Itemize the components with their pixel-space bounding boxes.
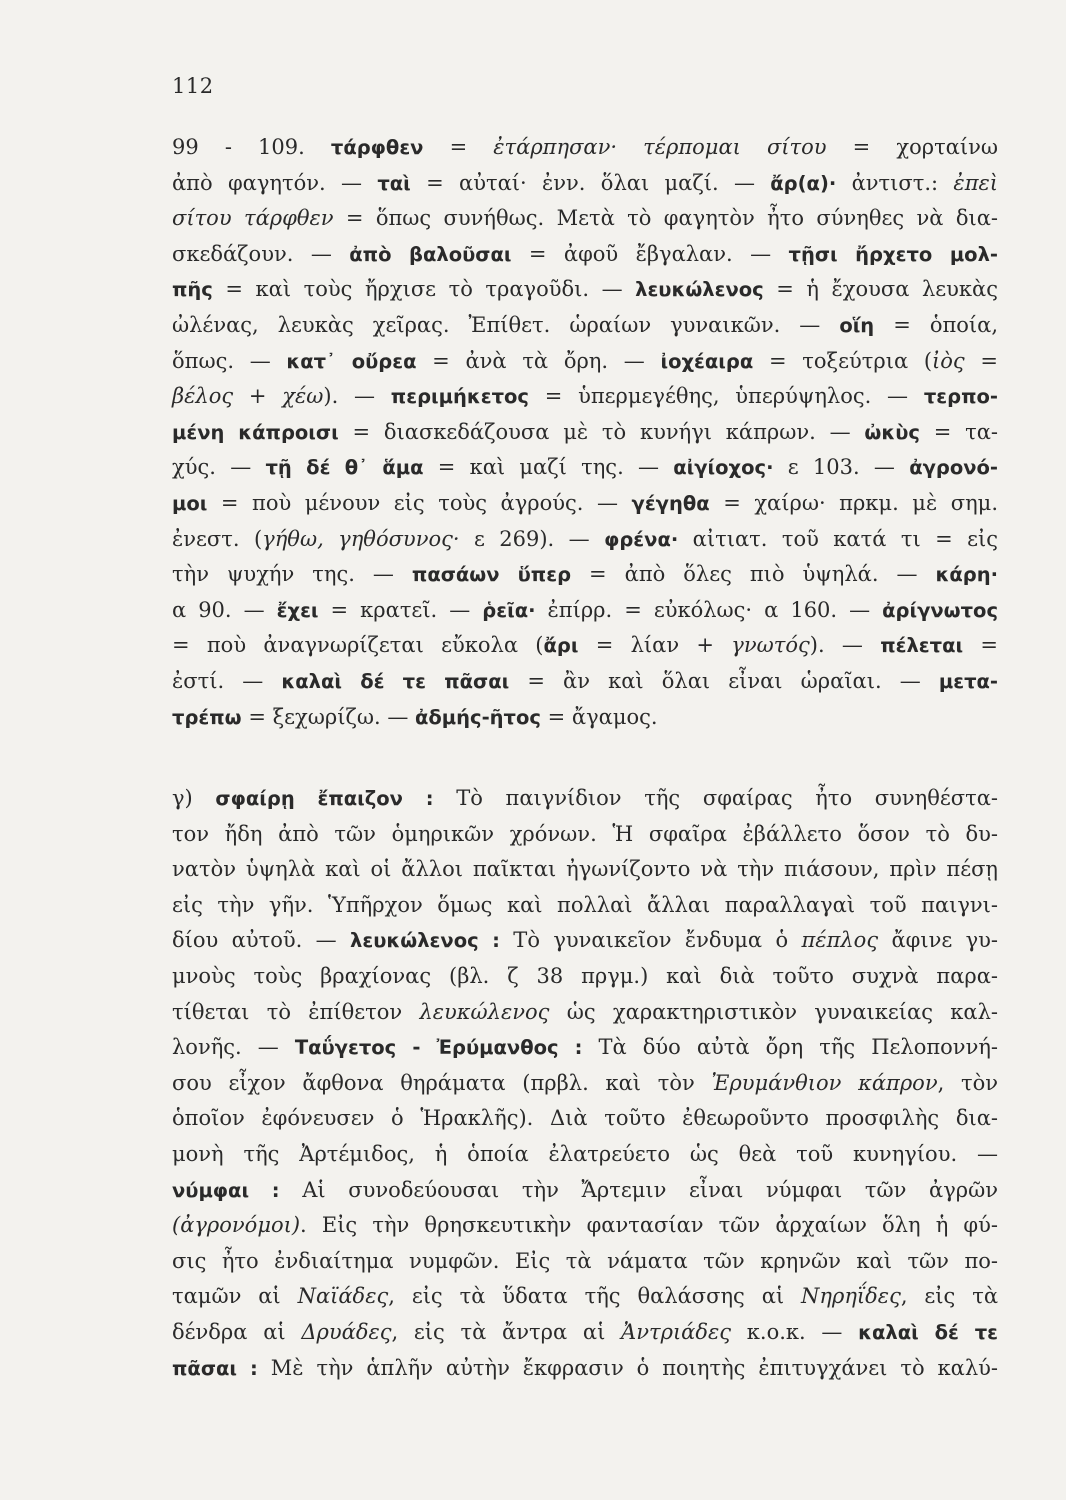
text-run: . Εἰς τὴν θρησκευτικὴν φαντασίαν τῶν ἀρχαίων ὅλη ἡ φύ- (300, 1213, 998, 1238)
text-run: = τοξεύτρια ( (753, 348, 933, 373)
text-run: τὴν ψυχήν της. — (172, 562, 412, 587)
text-run: = χαίρω· πρκμ. μὲ σημ. (709, 490, 998, 515)
page-number: 112 (172, 74, 214, 98)
text-run: = ἂν καὶ ὅλαι εἶναι ὡραῖαι. — (509, 668, 939, 693)
lemma-term: ἰοχέαιρα (660, 349, 754, 373)
lemma-term: ἄρι (543, 634, 579, 658)
text-run: σου εἶχον ἄφθονα θηράματα (πρβλ. καὶ τὸν (172, 1070, 712, 1095)
lemma-term: ῥεῖα· (482, 598, 536, 622)
text-run: δένδρα αἱ (172, 1320, 302, 1344)
text-line (172, 130, 998, 166)
commentary-section-gamma (172, 781, 998, 1386)
lemma-term: πέλεται (880, 634, 964, 658)
text-run: = καὶ μαζί της. — (423, 455, 674, 480)
text-run: = λίαν + (578, 633, 732, 658)
text-run: ἄφινε γυ- (878, 928, 999, 953)
lemma-term: ἀρίγνωτος (882, 598, 999, 622)
italic-term: Ἀντριάδες (621, 1320, 732, 1344)
text-line (172, 379, 998, 415)
text-run: ). — (809, 633, 881, 658)
text-run: ὁποῖον ἐφόνευσεν ὁ Ἡρακλῆς). Διὰ τοῦτο ἐθεωροῦντο προσφιλὴς δια- (172, 1106, 998, 1131)
text-line (172, 1279, 998, 1315)
text-run: = διασκεδάζουσα μὲ τὸ κυνήγι κάπρων. — (338, 419, 865, 444)
italic-term: πέπλος (801, 928, 879, 953)
text-line (172, 308, 998, 344)
lemma-term: τῇσι ἤρχετο μολ- (788, 242, 999, 266)
text-line (172, 557, 998, 593)
text-run: α 90. — (172, 597, 277, 622)
lemma-term: ἀδμής-ῆτος (415, 705, 541, 729)
lemma-term: σφαίρῃ ἔπαιζον : (215, 787, 434, 811)
text-run: ἐστί. — (172, 668, 282, 693)
lemma-term: τῇ δέ θ᾿ ἅμα (265, 456, 424, 480)
text-run: = ἡ ἔχουσα λευκὰς (763, 277, 998, 302)
lemma-term: μοι (172, 491, 208, 515)
text-run: 99 - 109. (172, 135, 331, 159)
text-run: = χορταίνω (826, 135, 998, 159)
text-run: ). — (323, 384, 391, 409)
text-run: σις ἦτο ἐνδιαίτημα νυμφῶν. Εἰς τὰ νάματα τῶν κρηνῶν καὶ τῶν πο- (172, 1248, 998, 1273)
italic-term: Δρυάδες (301, 1320, 392, 1344)
text-run: = καὶ τοὺς ἤρχισε τὸ τραγοῦδι. — (212, 277, 636, 302)
text-run: χύς. — (172, 455, 266, 480)
italic-term: βέλος + (172, 384, 283, 409)
text-run: ὅπως. — (172, 348, 287, 373)
lemma-term: τερπο- (923, 385, 999, 409)
text-run: = ἀπὸ ὅλες πιὸ ὑψηλά. — (571, 562, 936, 587)
lemma-term: περιμήκετος (390, 385, 529, 409)
text-run: = (964, 348, 998, 373)
lemma-term: τρέπω (172, 705, 242, 729)
text-run: αἰτιατ. τοῦ κατά τι = εἰς (678, 526, 999, 551)
text-run: ταμῶν αἱ (172, 1284, 298, 1309)
text-line (172, 923, 998, 959)
text-line (172, 415, 998, 451)
lemma-term: φρένα· (604, 527, 679, 551)
text-line (172, 664, 998, 700)
text-run: = ἄγαμος. (540, 704, 658, 729)
italic-term: ἐτάρπησαν· τέρπομαι σίτου (493, 135, 827, 159)
text-run: , εἰς τὰ (900, 1284, 999, 1309)
text-line (172, 344, 998, 380)
text-line (172, 237, 998, 273)
text-line (172, 628, 998, 664)
text-line (172, 1030, 998, 1066)
text-run: τίθεται τὸ ἐπίθετον (172, 999, 420, 1024)
lemma-term: πῆς (172, 278, 213, 302)
text-run: = αὐταί· ἐνν. ὅλαι μαζί. — (410, 170, 771, 195)
text-run: = ὑπερμεγέθης, ὑπερύψηλος. — (528, 384, 924, 409)
text-run: νατὸν ὑψηλὰ καὶ οἱ ἄλλοι παῖκται ἠγωνίζοντο νὰ τὴν πιάσουν, πρὶν πέσῃ (172, 857, 998, 882)
text-run: ἀπὸ φαγητόν. — (172, 170, 378, 195)
text-run: ἐπίρρ. = εὐκόλως· α 160. — (535, 597, 883, 622)
text-run: ὡς χαρακτηριστικὸν γυναικείας καλ- (549, 999, 998, 1024)
lemma-term: λευκώλενος (635, 278, 764, 302)
lemma-term: ὠκὺς (864, 420, 920, 444)
text-run: = ἀφοῦ ἔβγαλαν. — (511, 241, 789, 266)
text-line (172, 1173, 998, 1209)
lemma-term: καλαὶ δέ τε (858, 1321, 999, 1344)
italic-term: ἰὸς (932, 348, 965, 373)
italic-term: χέω (282, 384, 324, 409)
text-line (172, 166, 998, 202)
text-line (172, 486, 998, 522)
text-run: , τὸν (937, 1070, 999, 1095)
text-run: , εἰς τὰ ὕδατα τῆς θαλάσσης αἱ (388, 1284, 802, 1309)
lemma-term: νύμφαι : (172, 1178, 280, 1202)
text-run: λονῆς. — (172, 1035, 295, 1060)
lemma-term: κατ᾿ οὔρεα (286, 349, 417, 373)
text-line (172, 593, 998, 629)
text-run: = ποὺ ἀναγνωρίζεται εὔκολα ( (172, 633, 544, 658)
lemma-term: ἄρ(α)· (770, 171, 837, 195)
lemma-term: μετα- (938, 669, 999, 693)
text-line (172, 1351, 998, 1387)
text-line (172, 888, 998, 924)
lemma-term: μένη κάπροισι (172, 420, 339, 444)
text-line (172, 700, 998, 736)
text-run: ε 103. — (773, 455, 910, 480)
text-line (172, 1101, 998, 1137)
text-run: τον ἤδη ἀπὸ τῶν ὁμηρικῶν χρόνων. Ἡ σφαῖρα ἐβάλλετο ὅσον τὸ δυ- (172, 821, 998, 846)
text-line (172, 1315, 998, 1351)
text-line (172, 852, 998, 888)
text-run: = ἀνὰ τὰ ὄρη. — (416, 348, 661, 373)
section-gap (172, 735, 998, 781)
text-line (172, 1244, 998, 1280)
lemma-term: ἀγρονό- (909, 456, 999, 480)
lemma-term: ἀπὸ βαλοῦσαι (349, 242, 512, 266)
text-run: Τὸ γυναικεῖον ἔνδυμα ὁ (499, 928, 802, 953)
text-line (172, 450, 998, 486)
italic-term: (ἀγρονόμοι) (172, 1213, 301, 1238)
text-run: = (423, 135, 494, 159)
text-line (172, 1137, 998, 1173)
text-run: = κρατεῖ. — (318, 597, 483, 622)
lemma-term: ταὶ (377, 171, 411, 195)
italic-term: γήθω, γηθόσυνος· (262, 526, 460, 551)
italic-term: λευκώλενος (419, 999, 550, 1024)
text-run: κ.ο.κ. — (731, 1320, 859, 1344)
lemma-term: καλαὶ δέ τε πᾶσαι (281, 669, 510, 693)
text-run: Τὰ δύο αὐτὰ ὄρη τῆς Πελοποννή- (582, 1035, 999, 1060)
italic-term: σίτου τάρφθεν (172, 206, 334, 231)
text-run: = ποὺ μένουν εἰς τοὺς ἀγρούς. — (207, 490, 632, 515)
text-line (172, 781, 998, 817)
lemma-term: τάρφθεν (330, 136, 424, 159)
text-line (172, 201, 998, 237)
italic-term: ἐπεὶ (953, 170, 998, 195)
text-run: εἰς τὴν γῆν. Ὑπῆρχον ὅμως καὶ πολλαὶ ἄλλαι παραλλαγαὶ τοῦ παιγνι- (172, 892, 998, 917)
lemma-term: ἔχει (276, 598, 319, 622)
commentary-section-verses-99-109 (172, 130, 998, 735)
text-run: γ) (172, 786, 216, 811)
text-run: = τα- (919, 419, 999, 444)
lemma-term: αἰγίοχος· (673, 456, 774, 480)
text-line (172, 959, 998, 995)
lemma-term: Ταΰγετος - Ἐρύμανθος : (294, 1036, 583, 1060)
lemma-term: γέγηθα (631, 491, 710, 515)
italic-term: Ἐρυμάνθιον κάπρον (711, 1070, 938, 1095)
text-run: μονὴ τῆς Ἀρτέμιδος, ἡ ὁποία ἐλατρεύετο ὡς θεὰ τοῦ κυνηγίου. — (172, 1142, 998, 1167)
text-run: = ξεχωρίζω. — (241, 704, 415, 729)
italic-term: Νηρηΐδες (801, 1284, 901, 1309)
italic-term: Ναϊάδες (297, 1284, 389, 1309)
text-line (172, 1208, 998, 1244)
text-run: Αἱ συνοδεύουσαι τὴν Ἄρτεμιν εἶναι νύμφαι τῶν ἀγρῶν (279, 1177, 999, 1202)
text-run: = ὅπως συνήθως. Μετὰ τὸ φαγητὸν ἦτο σύνηθες νὰ δια- (333, 206, 998, 231)
lemma-term: πᾶσαι : (172, 1356, 258, 1380)
text-run: = (963, 633, 998, 658)
text-run: = ὁποία, (874, 312, 998, 337)
commentary-text (172, 130, 998, 1386)
italic-term: γνωτός (731, 633, 810, 658)
lemma-term: οἵη (839, 313, 875, 337)
lemma-term: κάρη· (935, 563, 998, 587)
text-run: Μὲ τὴν ἁπλῆν αὐτὴν ἔκφρασιν ὁ ποιητὴς ἐπιτυγχάνει τὸ καλύ- (257, 1355, 998, 1380)
lemma-term: πασάων ὕπερ (411, 563, 572, 587)
text-line (172, 995, 998, 1031)
text-line (172, 1066, 998, 1102)
text-line (172, 522, 998, 558)
text-line (172, 817, 998, 853)
lemma-term: λευκώλενος : (350, 929, 500, 953)
text-run: ἀντιστ.: (836, 170, 954, 195)
text-run: σκεδάζουν. — (172, 241, 350, 266)
text-run: ἐνεστ. ( (172, 526, 263, 551)
text-run: δίου αὐτοῦ. — (172, 928, 351, 953)
text-run: ε 269). — (459, 526, 605, 551)
text-line (172, 272, 998, 308)
text-run: ὠλένας, λευκὰς χεῖρας. Ἐπίθετ. ὡραίων γυναικῶν. — (172, 312, 840, 337)
text-run: μνοὺς τοὺς βραχίονας (βλ. ζ 38 πργμ.) καὶ διὰ τοῦτο συχνὰ παρα- (172, 964, 998, 989)
text-run: Τὸ παιγνίδιον τῆς σφαίρας ἦτο συνηθέστα- (433, 786, 998, 811)
text-run: , εἰς τὰ ἄντρα αἱ (391, 1320, 622, 1344)
